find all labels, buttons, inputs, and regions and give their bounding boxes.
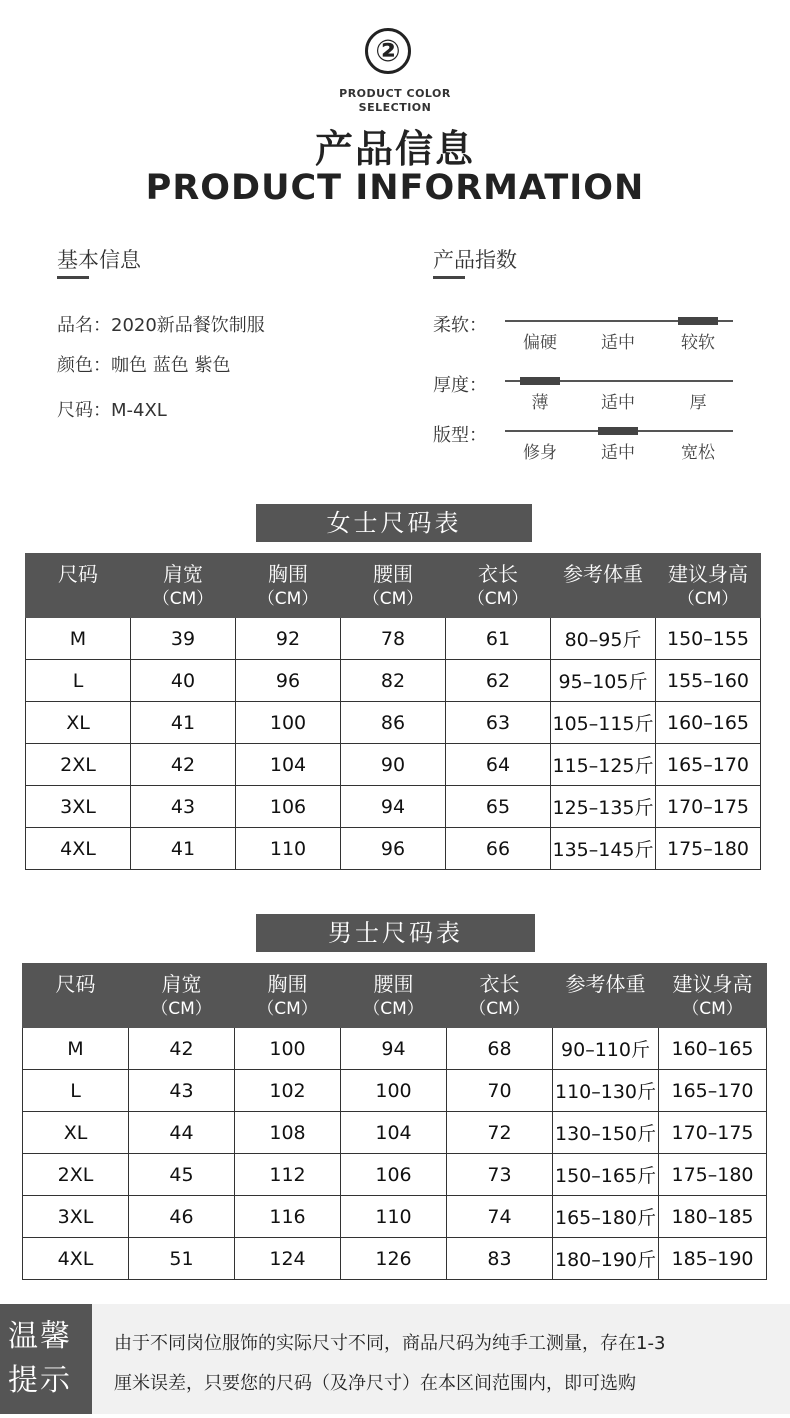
table-cell: 42: [129, 1028, 235, 1070]
header-subtitle: [0, 87, 790, 115]
table-cell: 112: [235, 1154, 341, 1196]
table-cell: 124: [235, 1238, 341, 1280]
table-cell: 73: [447, 1154, 553, 1196]
index-label: 厚度：: [433, 375, 487, 396]
column-header-label: 参考体重: [565, 972, 646, 996]
table-row: [26, 660, 761, 702]
men-size-table: [22, 963, 767, 1280]
index-selected-marker: [520, 377, 560, 385]
table-cell: 135–145斤: [551, 828, 656, 870]
size-cell: L: [26, 660, 131, 702]
tips-text-line1: 由于不同岗位服饰的实际尺寸不同，商品尺码为纯手工测量，存在1-3: [114, 1333, 666, 1354]
table-cell: 62: [446, 660, 551, 702]
table-cell: 44: [129, 1112, 235, 1154]
table-cell: 165–180斤: [553, 1196, 659, 1238]
column-header-unit: （CM）: [152, 589, 214, 609]
index-option: 宽松: [681, 443, 715, 463]
table-cell: 100: [236, 702, 341, 744]
table-cell: 70: [447, 1070, 553, 1112]
table-cell: 160–165: [659, 1028, 767, 1070]
women-size-chart-title: 女士尺码表: [256, 504, 532, 542]
column-header-unit: （CM）: [257, 589, 319, 609]
column-header-unit: （CM）: [677, 589, 739, 609]
table-cell: 126: [341, 1238, 447, 1280]
table-cell: 95–105斤: [551, 660, 656, 702]
column-header: [235, 964, 341, 1028]
step-number-badge: ②: [365, 28, 411, 74]
size-cell: XL: [23, 1112, 129, 1154]
table-row: [23, 1238, 767, 1280]
page-title-cn: 产品信息: [314, 127, 475, 171]
size-cell: 3XL: [23, 1196, 129, 1238]
table-cell: 106: [236, 786, 341, 828]
table-cell: 175–180: [659, 1154, 767, 1196]
table-cell: 41: [131, 702, 236, 744]
table-row: [26, 786, 761, 828]
table-cell: 116: [235, 1196, 341, 1238]
product-index-underline: [433, 276, 465, 279]
table-cell: 106: [341, 1154, 447, 1196]
column-header-unit: （CM）: [467, 589, 529, 609]
table-cell: 63: [446, 702, 551, 744]
table-header-row: [23, 964, 767, 1028]
index-option: 薄: [531, 393, 549, 413]
table-cell: 110: [341, 1196, 447, 1238]
women-size-table: [25, 553, 761, 870]
table-cell: 43: [131, 786, 236, 828]
column-header: [341, 964, 447, 1028]
column-header: [659, 964, 767, 1028]
column-header-label: 胸围: [268, 562, 308, 586]
table-cell: 180–190斤: [553, 1238, 659, 1280]
table-cell: 65: [446, 786, 551, 828]
index-option: 较软: [681, 333, 715, 353]
table-cell: 66: [446, 828, 551, 870]
table-cell: 80–95斤: [551, 618, 656, 660]
table-cell: 40: [131, 660, 236, 702]
index-option: 适中: [601, 443, 635, 463]
column-header-label: 衣长: [479, 972, 520, 996]
column-header-label: 肩宽: [161, 972, 202, 996]
table-cell: 170–175: [656, 786, 761, 828]
column-header-label: 胸围: [267, 972, 308, 996]
index-label: 版型：: [433, 425, 487, 446]
tips-label-line1: 温馨: [8, 1319, 72, 1354]
table-row: [26, 828, 761, 870]
column-header-label: 腰围: [373, 562, 413, 586]
table-cell: 90–110斤: [553, 1028, 659, 1070]
product-name-line: 品名：2020新品餐饮制服: [57, 315, 265, 336]
column-header-label: 尺码: [58, 562, 98, 586]
index-option: 修身: [523, 443, 557, 463]
product-index-heading: 产品指数: [433, 248, 517, 272]
table-row: [23, 1196, 767, 1238]
men-size-chart-title: 男士尺码表: [256, 914, 535, 952]
table-cell: 61: [446, 618, 551, 660]
column-header: [129, 964, 235, 1028]
table-cell: 100: [235, 1028, 341, 1070]
table-cell: 64: [446, 744, 551, 786]
table-cell: 104: [341, 1112, 447, 1154]
table-cell: 150–155: [656, 618, 761, 660]
table-cell: 39: [131, 618, 236, 660]
table-cell: 78: [341, 618, 446, 660]
index-option: 适中: [601, 333, 635, 353]
table-cell: 110: [236, 828, 341, 870]
size-cell: 2XL: [26, 744, 131, 786]
table-cell: 51: [129, 1238, 235, 1280]
index-label: 柔软：: [433, 315, 487, 336]
table-cell: 83: [447, 1238, 553, 1280]
table-row: [23, 1154, 767, 1196]
column-header-unit: （CM）: [151, 999, 212, 1019]
table-cell: 42: [131, 744, 236, 786]
table-cell: 45: [129, 1154, 235, 1196]
tips-text-line2: 厘米误差，只要您的尺码（及净尺寸）在本区间范围内，即可选购: [114, 1373, 636, 1394]
table-cell: 92: [236, 618, 341, 660]
column-header: [131, 554, 236, 618]
size-cell: M: [23, 1028, 129, 1070]
header-subtitle-line1: PRODUCT COLOR: [339, 87, 451, 100]
column-header-label: 建议身高: [672, 972, 753, 996]
table-cell: 110–130斤: [553, 1070, 659, 1112]
page-title-en: PRODUCT INFORMATION: [145, 168, 645, 208]
size-cell: L: [23, 1070, 129, 1112]
column-header: [446, 554, 551, 618]
table-cell: 104: [236, 744, 341, 786]
size-cell: 2XL: [23, 1154, 129, 1196]
size-cell: 4XL: [23, 1238, 129, 1280]
table-row: [23, 1070, 767, 1112]
table-cell: 96: [236, 660, 341, 702]
basic-info-underline: [57, 276, 89, 279]
table-cell: 170–175: [659, 1112, 767, 1154]
column-header-unit: （CM）: [363, 999, 424, 1019]
table-cell: 155–160: [656, 660, 761, 702]
basic-info-heading: 基本信息: [57, 248, 141, 272]
table-row: [23, 1028, 767, 1070]
tips-label-line2: 提示: [8, 1363, 72, 1398]
index-selected-marker: [678, 317, 718, 325]
column-header: [26, 554, 131, 618]
tips-label-box: [0, 1304, 92, 1414]
column-header-label: 建议身高: [668, 562, 748, 586]
table-cell: 94: [341, 786, 446, 828]
column-header: [447, 964, 553, 1028]
column-header-unit: （CM）: [257, 999, 318, 1019]
table-cell: 43: [129, 1070, 235, 1112]
table-cell: 72: [447, 1112, 553, 1154]
column-header-unit: （CM）: [469, 999, 530, 1019]
column-header-label: 腰围: [373, 972, 414, 996]
table-header-row: [26, 554, 761, 618]
table-cell: 150–165斤: [553, 1154, 659, 1196]
table-cell: 90: [341, 744, 446, 786]
table-cell: 86: [341, 702, 446, 744]
tips-text: [114, 1324, 784, 1404]
table-row: [26, 744, 761, 786]
index-option: 厚: [689, 393, 707, 413]
column-header: [23, 964, 129, 1028]
column-header-label: 衣长: [478, 562, 518, 586]
table-cell: 160–165: [656, 702, 761, 744]
table-row: [26, 702, 761, 744]
column-header-label: 尺码: [55, 972, 96, 996]
table-cell: 41: [131, 828, 236, 870]
table-cell: 94: [341, 1028, 447, 1070]
product-colors-line: 颜色：咖色 蓝色 紫色: [57, 355, 231, 376]
table-cell: 100: [341, 1070, 447, 1112]
index-option: 适中: [601, 393, 635, 413]
column-header: [341, 554, 446, 618]
column-header: [553, 964, 659, 1028]
table-cell: 96: [341, 828, 446, 870]
index-selected-marker: [598, 427, 638, 435]
table-cell: 125–135斤: [551, 786, 656, 828]
column-header-label: 肩宽: [163, 562, 203, 586]
table-cell: 165–170: [659, 1070, 767, 1112]
column-header-unit: （CM）: [362, 589, 424, 609]
table-cell: 175–180: [656, 828, 761, 870]
table-row: [23, 1112, 767, 1154]
size-cell: 3XL: [26, 786, 131, 828]
size-cell: M: [26, 618, 131, 660]
column-header: [656, 554, 761, 618]
column-header: [236, 554, 341, 618]
index-option: 偏硬: [523, 333, 557, 353]
table-cell: 74: [447, 1196, 553, 1238]
table-row: [26, 618, 761, 660]
table-cell: 130–150斤: [553, 1112, 659, 1154]
table-cell: 46: [129, 1196, 235, 1238]
table-cell: 68: [447, 1028, 553, 1070]
table-cell: 102: [235, 1070, 341, 1112]
size-cell: XL: [26, 702, 131, 744]
table-cell: 165–170: [656, 744, 761, 786]
column-header: [551, 554, 656, 618]
product-sizes-line: 尺码：M-4XL: [57, 400, 167, 421]
table-cell: 108: [235, 1112, 341, 1154]
table-cell: 105–115斤: [551, 702, 656, 744]
column-header-unit: （CM）: [682, 999, 743, 1019]
header-subtitle-line2: SELECTION: [358, 101, 432, 114]
table-cell: 185–190: [659, 1238, 767, 1280]
table-cell: 115–125斤: [551, 744, 656, 786]
column-header-label: 参考体重: [563, 562, 643, 586]
size-cell: 4XL: [26, 828, 131, 870]
table-cell: 82: [341, 660, 446, 702]
table-cell: 180–185: [659, 1196, 767, 1238]
